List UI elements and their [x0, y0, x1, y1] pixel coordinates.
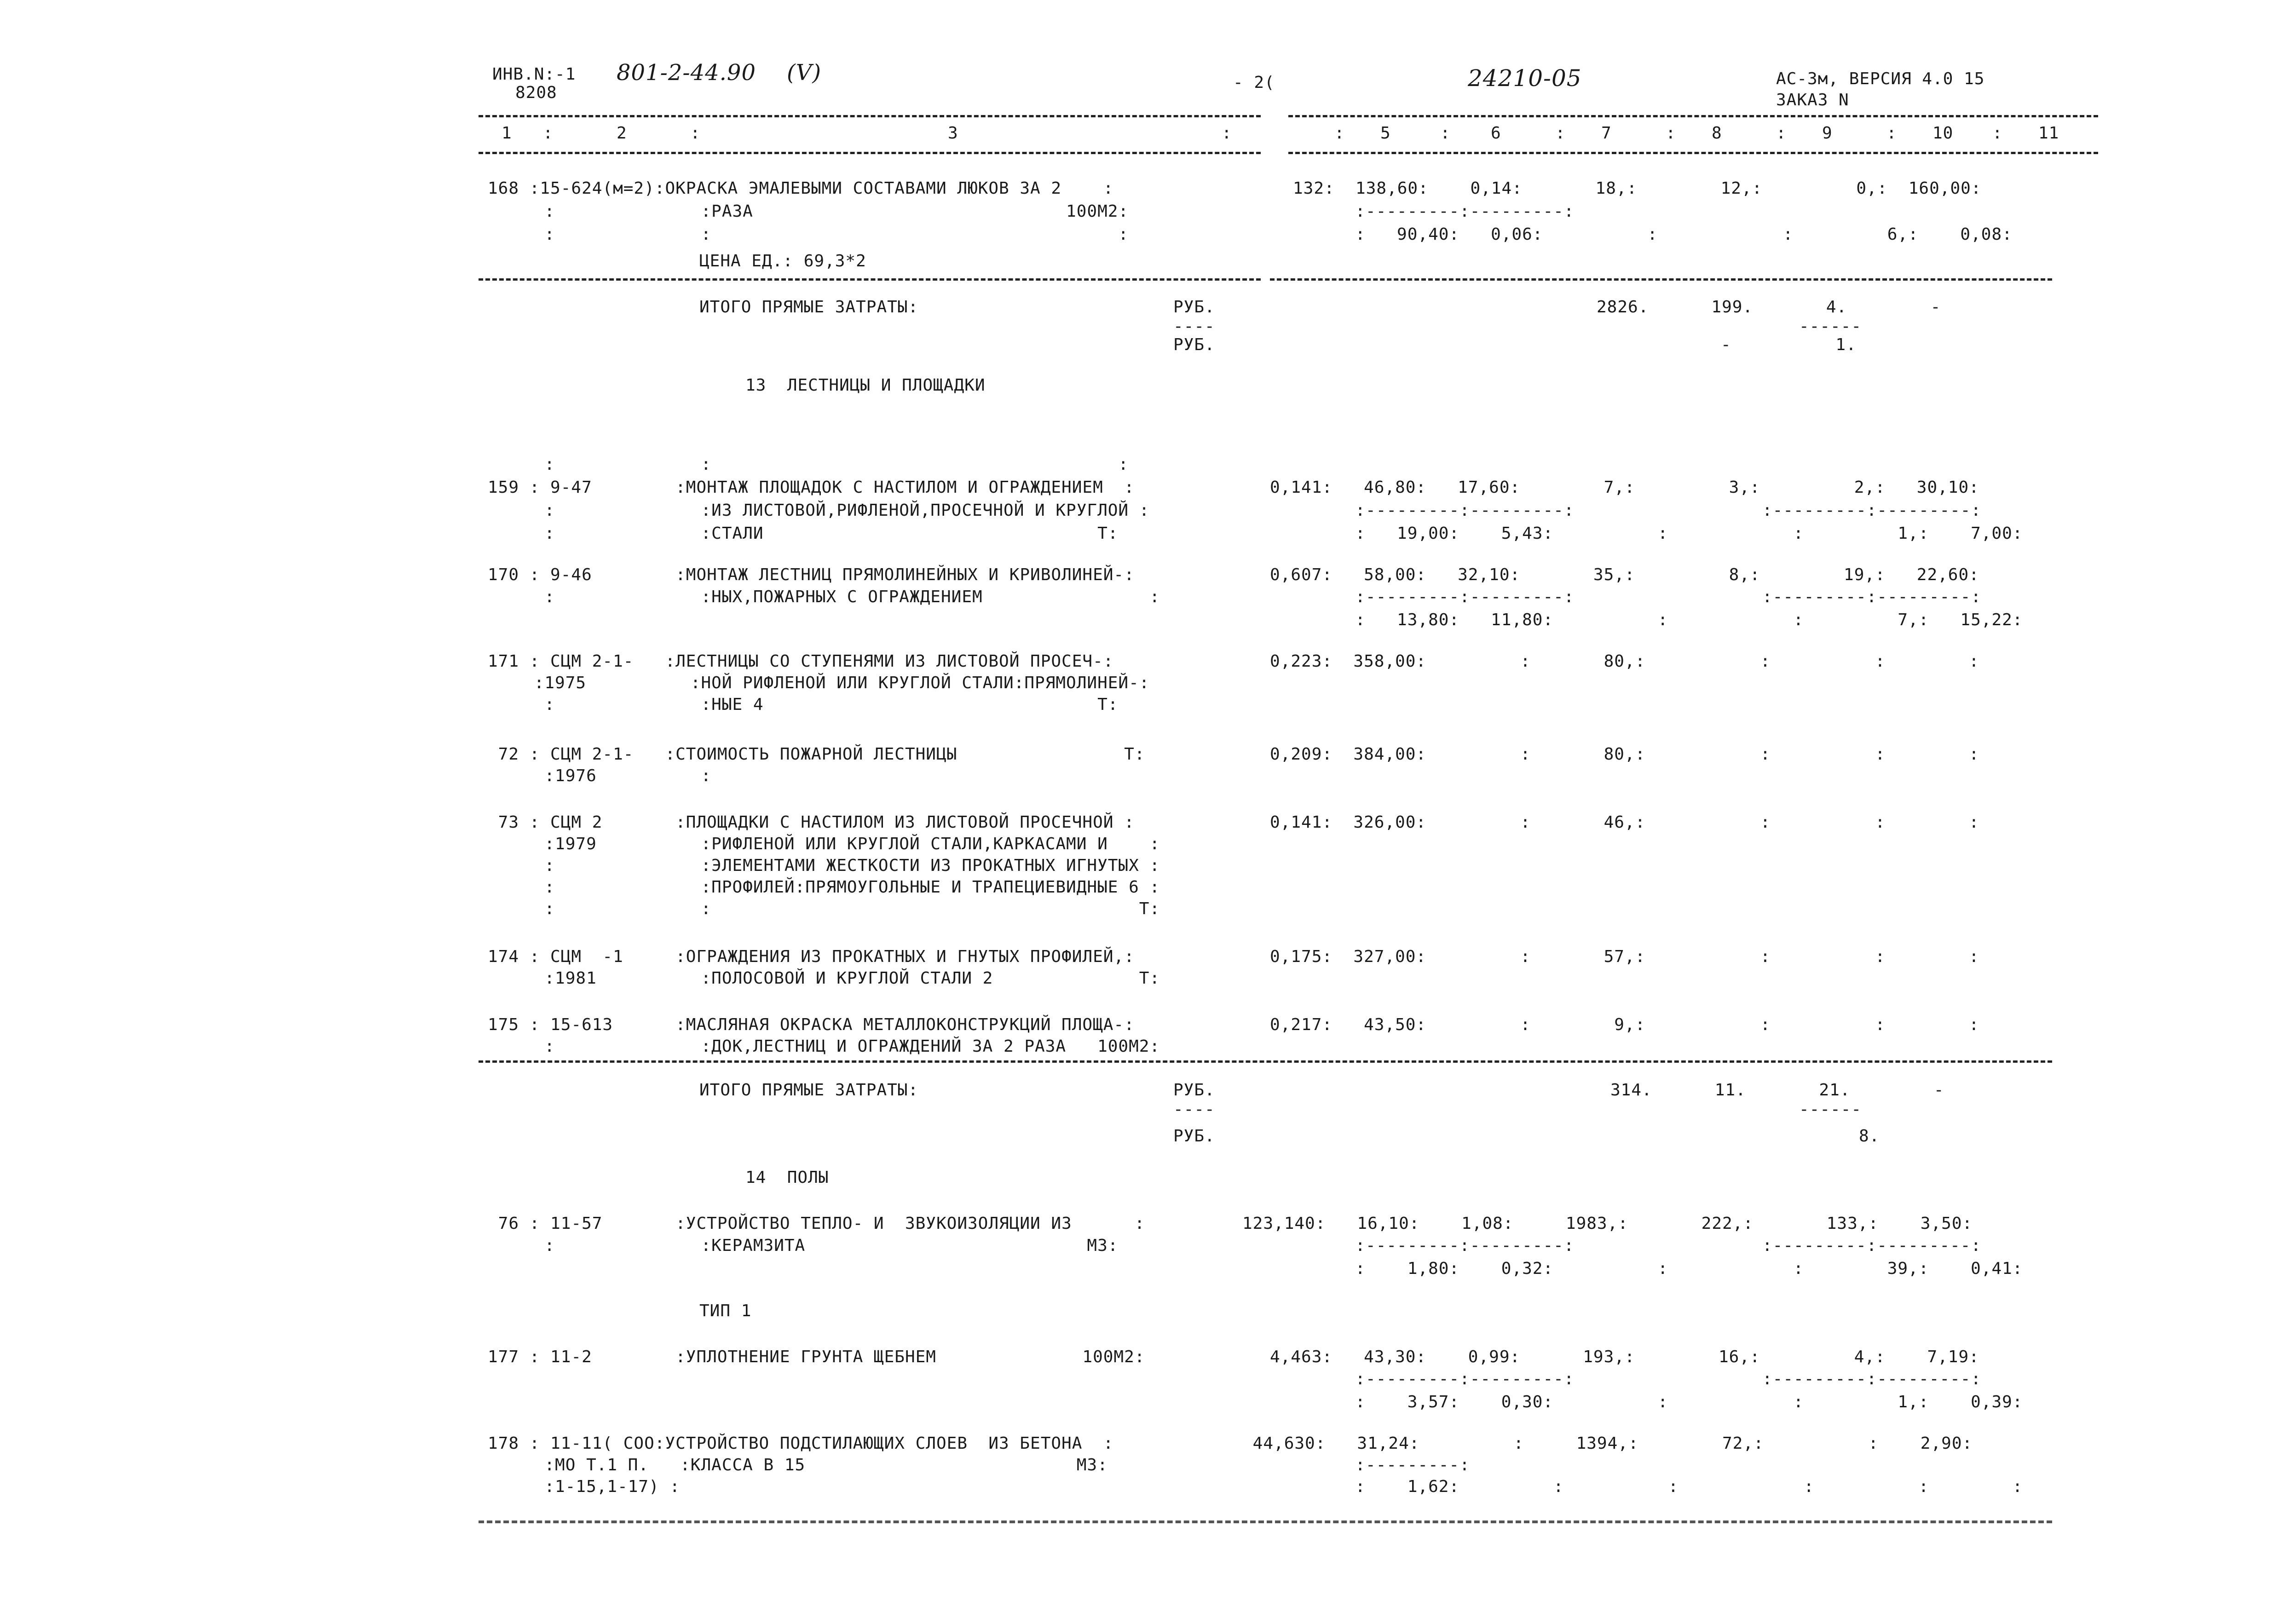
col-sep-2: : — [690, 124, 701, 143]
version-label: АС-3м, ВЕРСИЯ 4.0 15 — [1776, 69, 1985, 88]
table-text-line: 0,223: 358,00: : 80,: : : : — [1270, 652, 1979, 671]
table-text-line: :---------:---------: — [1334, 202, 1575, 221]
col-num-9: 9 — [1822, 124, 1833, 143]
table-text-line: : : : — [492, 225, 1129, 244]
table-text-line: 76 : 11-57 :УСТРОЙСТВО ТЕПЛО- И ЗВУКОИЗОЛЯЦИИ ИЗ : — [488, 1214, 1145, 1233]
table-text-line: 170 : 9-46 :МОНТАЖ ЛЕСТНИЦ ПРЯМОЛИНЕЙНЫХ И КРИВОЛИНЕЙ-: — [488, 565, 1135, 584]
table-text-line: :---------:---------: — [1334, 587, 1575, 606]
col-sep-6: : — [1555, 124, 1566, 143]
table-text-line: 73 : СЦМ 2 :ПЛОЩАДКИ С НАСТИЛОМ ИЗ ЛИСТОВОЙ ПРОСЕЧНОЙ : — [488, 813, 1135, 832]
table-text-line: 177 : 11-2 :УПЛОТНЕНИЕ ГРУНТА ЩЕБНЕМ 100М2: — [488, 1348, 1145, 1366]
table-text-line: 0,141: 326,00: : 46,: : : : — [1270, 813, 1979, 832]
table-text-line: :---------:---------: — [1762, 1236, 1982, 1255]
page-number-fragment: - 2( — [1233, 73, 1275, 92]
table-text-line: :1-15,1-17) : — [492, 1477, 681, 1496]
table-text-line: ---- — [1173, 1100, 1215, 1119]
table-text-line: 0,175: 327,00: : 57,: : : : — [1270, 947, 1979, 966]
table-row-line: 159 : 9-47 :МОНТАЖ ПЛОЩАДОК С НАСТИЛОМ И ОГРАЖДЕНИЕМ : — [488, 478, 1135, 497]
table-text-line: :---------: — [1334, 1456, 1470, 1474]
table-text-line: :1975 :НОЙ РИФЛЕНОЙ ИЛИ КРУГЛОЙ СТАЛИ:ПРЯМОЛИНЕЙ-: — [492, 674, 1150, 692]
table-text-line: ---- — [1173, 317, 1215, 336]
table-text-line: :---------:---------: — [1762, 1370, 1982, 1388]
table-text-line: - 1. — [1721, 335, 1857, 354]
document-part: (Ⅴ) — [787, 60, 822, 86]
col-sep-5: : — [1440, 124, 1451, 143]
table-text-line: ЦЕНА ЕД.: 69,3*2 — [699, 252, 866, 271]
bottom-rule — [479, 1520, 2052, 1523]
table-text-line: ИТОГО ПРЯМЫЕ ЗАТРАТЫ: — [699, 298, 919, 317]
table-text-line: 175 : 15-613 :МАСЛЯНАЯ ОКРАСКА МЕТАЛЛОКОНСТРУКЦИЙ ПЛОЩА-: — [488, 1015, 1135, 1034]
table-text-line: : :НЫЕ 4 T: — [492, 695, 1119, 714]
table-text-line: : :ДОК,ЛЕСТНИЦ И ОГРАЖДЕНИЙ ЗА 2 РАЗА 100М2: — [492, 1037, 1160, 1056]
table-text-line: РУБ. — [1173, 1081, 1215, 1100]
table-text-line: : 1,80: 0,32: : : 39,: 0,41: — [1334, 1259, 2023, 1278]
header-rule-right — [1288, 152, 2098, 154]
table-text-line: : : : — [492, 455, 1129, 474]
table-row-line: 132: 138,60: 0,14: 18,: 12,: 0,: 160,00: — [1293, 179, 1982, 198]
table-text-line: : 13,80: 11,80: : : 7,: 15,22: — [1334, 610, 2023, 629]
top-rule-right — [1288, 115, 2098, 117]
table-text-line: 0,607: 58,00: 32,10: 35,: 8,: 19,: 22,60: — [1270, 565, 1979, 584]
table-text-line: 14 ПОЛЫ — [745, 1168, 829, 1187]
section-rule-1-right — [1270, 278, 2052, 281]
table-text-line: РУБ. — [1173, 298, 1215, 317]
table-text-line: : :ИЗ ЛИСТОВОЙ,РИФЛЕНОЙ,ПРОСЕЧНОЙ И КРУГЛОЙ : — [492, 501, 1150, 520]
col-num-10: 10 — [1932, 124, 1954, 143]
table-text-line: 2826. 199. 4. - — [1597, 298, 1941, 317]
table-text-line: : :НЫХ,ПОЖАРНЫХ С ОГРАЖДЕНИЕМ : — [492, 587, 1160, 606]
table-text-line: :---------:---------: — [1762, 587, 1982, 606]
table-text-line: : :ЭЛЕМЕНТАМИ ЖЕСТКОСТИ ИЗ ПРОКАТНЫХ ИГНУТЫХ : — [492, 856, 1160, 875]
inventory-label: ИНВ.N:-1 — [492, 65, 576, 84]
table-text-line: : :КЕРАМЗИТА М3: — [492, 1236, 1119, 1255]
col-num-8: 8 — [1712, 124, 1722, 143]
table-text-line: 44,630: 31,24: : 1394,: 72,: : 2,90: — [1242, 1434, 1973, 1453]
table-text-line: 0,217: 43,50: : 9,: : : : — [1270, 1015, 1979, 1034]
col-sep-8: : — [1776, 124, 1787, 143]
table-text-line: 123,140: 16,10: 1,08: 1983,: 222,: 133,: 3,50: — [1242, 1214, 1973, 1233]
col-sep-1: : — [543, 124, 554, 143]
table-text-line: 72 : СЦМ 2-1- :СТОИМОСТЬ ПОЖАРНОЙ ЛЕСТНИЦЫ T: — [488, 745, 1145, 764]
top-rule-left — [479, 115, 1261, 117]
table-text-line: 13 ЛЕСТНИЦЫ И ПЛОЩАДКИ — [745, 376, 986, 395]
col-num-7: 7 — [1601, 124, 1612, 143]
table-row-line: 168 :15-624(м=2):ОКРАСКА ЭМАЛЕВЫМИ СОСТАВАМИ ЛЮКОВ ЗА 2 : — [488, 179, 1114, 198]
col-sep-7: : — [1666, 124, 1676, 143]
header-rule-left — [479, 152, 1261, 154]
inventory-number: 8208 — [515, 83, 557, 102]
table-text-line: : : T: — [492, 899, 1160, 918]
table-text-line: 174 : СЦМ -1 :ОГРАЖДЕНИЯ ИЗ ПРОКАТНЫХ И ГНУТЫХ ПРОФИЛЕЙ,: — [488, 947, 1135, 966]
section-rule-1-left — [479, 278, 1261, 281]
table-text-line: 8. — [1859, 1127, 1880, 1146]
col-num-11: 11 — [2038, 124, 2059, 143]
col-num-1: 1 — [502, 124, 512, 143]
order-label: ЗАКАЗ N — [1776, 91, 1849, 109]
table-text-line: : 19,00: 5,43: : : 1,: 7,00: — [1334, 524, 2023, 543]
table-text-line: ТИП 1 — [699, 1302, 752, 1320]
table-text-line: : :РАЗА 100М2: — [492, 202, 1129, 221]
col-num-6: 6 — [1491, 124, 1501, 143]
table-text-line: 171 : СЦМ 2-1- :ЛЕСТНИЦЫ СО СТУПЕНЯМИ ИЗ ЛИСТОВОЙ ПРОСЕЧ-: — [488, 652, 1114, 671]
table-text-line: 4,463: 43,30: 0,99: 193,: 16,: 4,: 7,19: — [1270, 1348, 1979, 1366]
section-rule-2 — [479, 1060, 2052, 1063]
table-text-line: : :ПРОФИЛЕЙ:ПРЯМОУГОЛЬНЫЕ И ТРАПЕЦИЕВИДНЫЕ 6 : — [492, 878, 1160, 897]
table-text-line: : 90,40: 0,06: : : 6,: 0,08: — [1334, 225, 2013, 244]
table-text-line: : 3,57: 0,30: : : 1,: 0,39: — [1334, 1393, 2023, 1411]
col-sep-4: : — [1334, 124, 1345, 143]
table-text-line: : :СТАЛИ T: — [492, 524, 1119, 543]
table-text-line: ------ — [1799, 1100, 1862, 1119]
table-text-line: :1981 :ПОЛОСОВОЙ И КРУГЛОЙ СТАЛИ 2 T: — [492, 969, 1160, 988]
table-text-line: :1979 :РИФЛЕНОЙ ИЛИ КРУГЛОЙ СТАЛИ,КАРКАСАМИ И : — [492, 835, 1160, 853]
document-code: 801-2-44.90 — [617, 60, 756, 86]
handwritten-number: 24210-05 — [1468, 65, 1582, 92]
table-text-line: :---------:---------: — [1334, 501, 1575, 520]
table-text-line: ИТОГО ПРЯМЫЕ ЗАТРАТЫ: — [699, 1081, 919, 1100]
col-sep-9: : — [1886, 124, 1897, 143]
col-num-2: 2 — [617, 124, 627, 143]
table-text-line: 314. 11. 21. - — [1610, 1081, 1944, 1100]
col-num-3: 3 — [948, 124, 958, 143]
table-text-line: : 1,62: : : : : : — [1334, 1477, 2023, 1496]
table-text-line: РУБ. — [1173, 335, 1215, 354]
table-text-line: :---------:---------: — [1334, 1370, 1575, 1388]
table-text-line: :МО Т.1 П. :КЛАССА В 15 М3: — [492, 1456, 1108, 1474]
table-text-line: 0,209: 384,00: : 80,: : : : — [1270, 745, 1979, 764]
table-text-line: ------ — [1799, 317, 1862, 336]
table-text-line: :---------:---------: — [1334, 1236, 1575, 1255]
col-sep-10: : — [1992, 124, 2003, 143]
col-num-5: 5 — [1380, 124, 1391, 143]
table-text-line: РУБ. — [1173, 1127, 1215, 1146]
table-text-line: :1976 : — [492, 766, 712, 785]
table-text-line: 178 : 11-11( СОО:УСТРОЙСТВО ПОДСТИЛАЮЩИХ СЛОЕВ ИЗ БЕТОНА : — [488, 1434, 1114, 1453]
table-text-line: :---------:---------: — [1762, 501, 1982, 520]
col-sep-3: : — [1222, 124, 1232, 143]
table-row-line: 0,141: 46,80: 17,60: 7,: 3,: 2,: 30,10: — [1270, 478, 1979, 497]
